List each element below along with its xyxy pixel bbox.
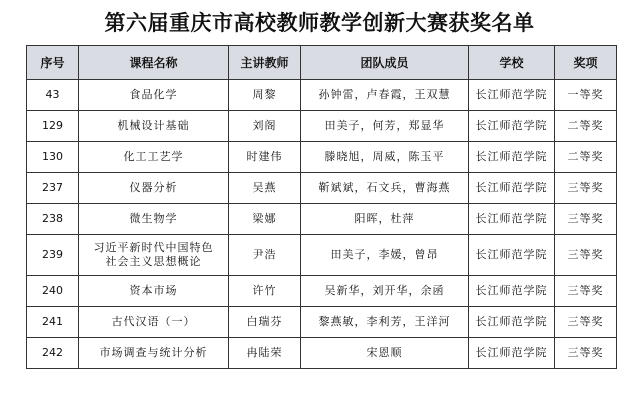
cell-teacher: 冉陆荣: [229, 338, 301, 369]
cell-team: 滕晓旭，周威，陈玉平: [301, 142, 469, 173]
cell-serial: 129: [27, 111, 79, 142]
cell-team: 田美子，李媛，曾昂: [301, 235, 469, 276]
table-row: [27, 204, 617, 235]
cell-school: 长江师范学院: [469, 142, 555, 173]
cell-serial: 43: [27, 80, 79, 111]
cell-teacher: 时建伟: [229, 142, 301, 173]
cell-course: 机械设计基础: [79, 111, 229, 142]
cell-team: 田美子，何芳，郑显华: [301, 111, 469, 142]
table-row: [27, 338, 617, 369]
cell-teacher: 白瑞芬: [229, 307, 301, 338]
cell-team: 宋恩顺: [301, 338, 469, 369]
cell-award: 二等奖: [555, 142, 617, 173]
cell-award: 三等奖: [555, 204, 617, 235]
table-row: [27, 111, 617, 142]
cell-team: 靳斌斌，石文兵，曹海燕: [301, 173, 469, 204]
header-course: 课程名称: [79, 46, 229, 80]
table-row: [27, 173, 617, 204]
cell-award: 三等奖: [555, 173, 617, 204]
cell-course: 资本市场: [79, 276, 229, 307]
table-header-row: [27, 46, 617, 80]
page-title: 第六届重庆市高校教师教学创新大赛获奖名单: [104, 10, 535, 35]
cell-award: 一等奖: [555, 80, 617, 111]
header-school: 学校: [469, 46, 555, 80]
cell-serial: 130: [27, 142, 79, 173]
cell-course: 化工工艺学: [79, 142, 229, 173]
table-row: [27, 235, 617, 276]
cell-course: 仪器分析: [79, 173, 229, 204]
cell-course: 习近平新时代中国特色社会主义思想概论: [79, 235, 229, 276]
cell-serial: 239: [27, 235, 79, 276]
header-teacher: 主讲教师: [229, 46, 301, 80]
cell-course: 市场调查与统计分析: [79, 338, 229, 369]
cell-award: 三等奖: [555, 338, 617, 369]
cell-course: 古代汉语（一）: [79, 307, 229, 338]
cell-award: 三等奖: [555, 307, 617, 338]
cell-school: 长江师范学院: [469, 111, 555, 142]
cell-team: 黎燕敏，李利芳，王洋河: [301, 307, 469, 338]
cell-school: 长江师范学院: [469, 235, 555, 276]
cell-school: 长江师范学院: [469, 204, 555, 235]
cell-teacher: 刘阁: [229, 111, 301, 142]
awards-table: [26, 45, 617, 369]
table-row: [27, 276, 617, 307]
cell-award: 三等奖: [555, 235, 617, 276]
cell-teacher: 梁娜: [229, 204, 301, 235]
cell-serial: 240: [27, 276, 79, 307]
cell-serial: 237: [27, 173, 79, 204]
cell-school: 长江师范学院: [469, 307, 555, 338]
cell-course: 食品化学: [79, 80, 229, 111]
header-award: 奖项: [555, 46, 617, 80]
cell-award: 二等奖: [555, 111, 617, 142]
cell-teacher: 周黎: [229, 80, 301, 111]
cell-teacher: 吴燕: [229, 173, 301, 204]
cell-team: 阳晖，杜萍: [301, 204, 469, 235]
table-row: [27, 307, 617, 338]
header-serial: 序号: [27, 46, 79, 80]
cell-course: 微生物学: [79, 204, 229, 235]
cell-team: 吴新华，刘开华，余函: [301, 276, 469, 307]
cell-award: 三等奖: [555, 276, 617, 307]
cell-teacher: 许竹: [229, 276, 301, 307]
cell-school: 长江师范学院: [469, 80, 555, 111]
table-row: [27, 142, 617, 173]
cell-school: 长江师范学院: [469, 276, 555, 307]
table-row: [27, 80, 617, 111]
cell-school: 长江师范学院: [469, 338, 555, 369]
cell-serial: 241: [27, 307, 79, 338]
header-team: 团队成员: [301, 46, 469, 80]
cell-team: 孙钟雷，卢春霞，王双慧: [301, 80, 469, 111]
cell-serial: 238: [27, 204, 79, 235]
cell-teacher: 尹浩: [229, 235, 301, 276]
cell-school: 长江师范学院: [469, 173, 555, 204]
cell-serial: 242: [27, 338, 79, 369]
